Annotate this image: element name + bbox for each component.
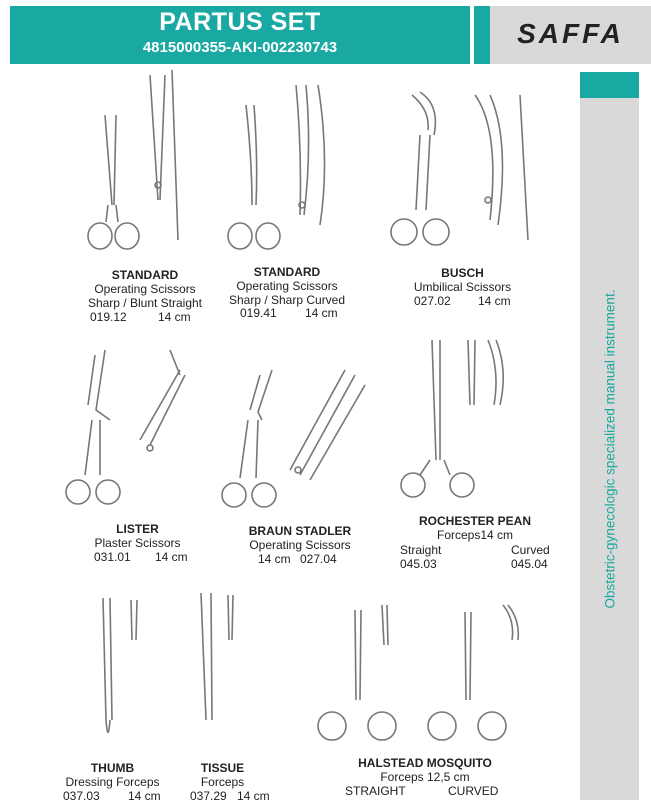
scissors-curved-image (228, 85, 325, 249)
item-desc: Umbilical Scissors (413, 280, 512, 294)
brand-logo: SAFFA (517, 18, 624, 49)
item-desc: Operating Scissors (249, 538, 351, 552)
item-size: 14 cm (155, 550, 188, 564)
item-desc: Operating Scissors (236, 279, 338, 293)
item-name: THUMB (90, 761, 135, 775)
item-tissue (185, 761, 260, 789)
item-variant-a: Straight (400, 543, 442, 557)
item-desc-2: Sharp / Blunt Straight (87, 296, 203, 310)
item-name: STANDARD (253, 265, 321, 279)
item-name: LISTER (116, 522, 159, 536)
item-code: 027.02 (414, 294, 451, 308)
item-size: 14 cm (305, 306, 338, 320)
item-code: 027.04 (300, 552, 337, 566)
item-desc: Plaster Scissors (94, 536, 181, 550)
forceps-tissue-image (201, 593, 233, 720)
item-lister (70, 522, 205, 550)
scissors-lister-image (66, 350, 185, 504)
item-standard-straight (70, 268, 220, 310)
item-desc: Forceps14 cm (436, 528, 514, 542)
item-desc-2: Sharp / Sharp Curved (228, 293, 346, 307)
page-title: PARTUS SET (159, 8, 321, 36)
forceps-thumb-image (103, 598, 137, 733)
item-desc: Dressing Forceps (65, 775, 160, 789)
sidebar-text: Obstetric-gynecologic specialized manual instrument. (602, 289, 617, 609)
item-busch (390, 266, 535, 294)
item-halstead-mosquito (345, 756, 505, 784)
forceps-halstead-image (318, 605, 518, 740)
item-code: 031.01 (94, 550, 131, 564)
item-size: 14 cm (158, 310, 191, 324)
scissors-busch-image (391, 92, 528, 245)
scissors-straight-image (88, 70, 178, 249)
item-thumb (60, 761, 165, 789)
product-code: 4815000355-AKI-002230743 (142, 39, 338, 56)
item-name: STANDARD (111, 268, 179, 282)
item-name: BRAUN STADLER (248, 524, 352, 538)
item-code-b: 045.04 (511, 557, 548, 571)
item-rochester-pean (400, 514, 550, 542)
item-size: 14 cm (237, 789, 270, 803)
item-size: 14 cm (478, 294, 511, 308)
item-desc: Operating Scissors (94, 282, 196, 296)
item-code: 019.12 (90, 310, 127, 324)
item-braun-stadler (230, 524, 370, 552)
item-desc: Forceps (200, 775, 245, 789)
item-code: 037.03 (63, 789, 100, 803)
item-name: ROCHESTER PEAN (418, 514, 531, 528)
item-code: 019.41 (240, 306, 277, 320)
item-code-a: 045.03 (400, 557, 437, 571)
item-name: TISSUE (200, 761, 245, 775)
item-size: 14 cm (128, 789, 161, 803)
item-size: 14 cm (258, 552, 291, 566)
forceps-pean-image (401, 340, 503, 497)
item-name: BUSCH (441, 266, 484, 280)
item-variant-a: STRAIGHT (345, 784, 406, 798)
item-variant-b: CURVED (448, 784, 499, 798)
item-standard-curved (212, 265, 362, 307)
item-desc: Forceps 12,5 cm (380, 770, 470, 784)
item-name: HALSTEAD MOSQUITO (358, 756, 492, 770)
item-code: 037.29 (190, 789, 227, 803)
scissors-braun-image (222, 370, 365, 507)
item-variant-b: Curved (511, 543, 550, 557)
